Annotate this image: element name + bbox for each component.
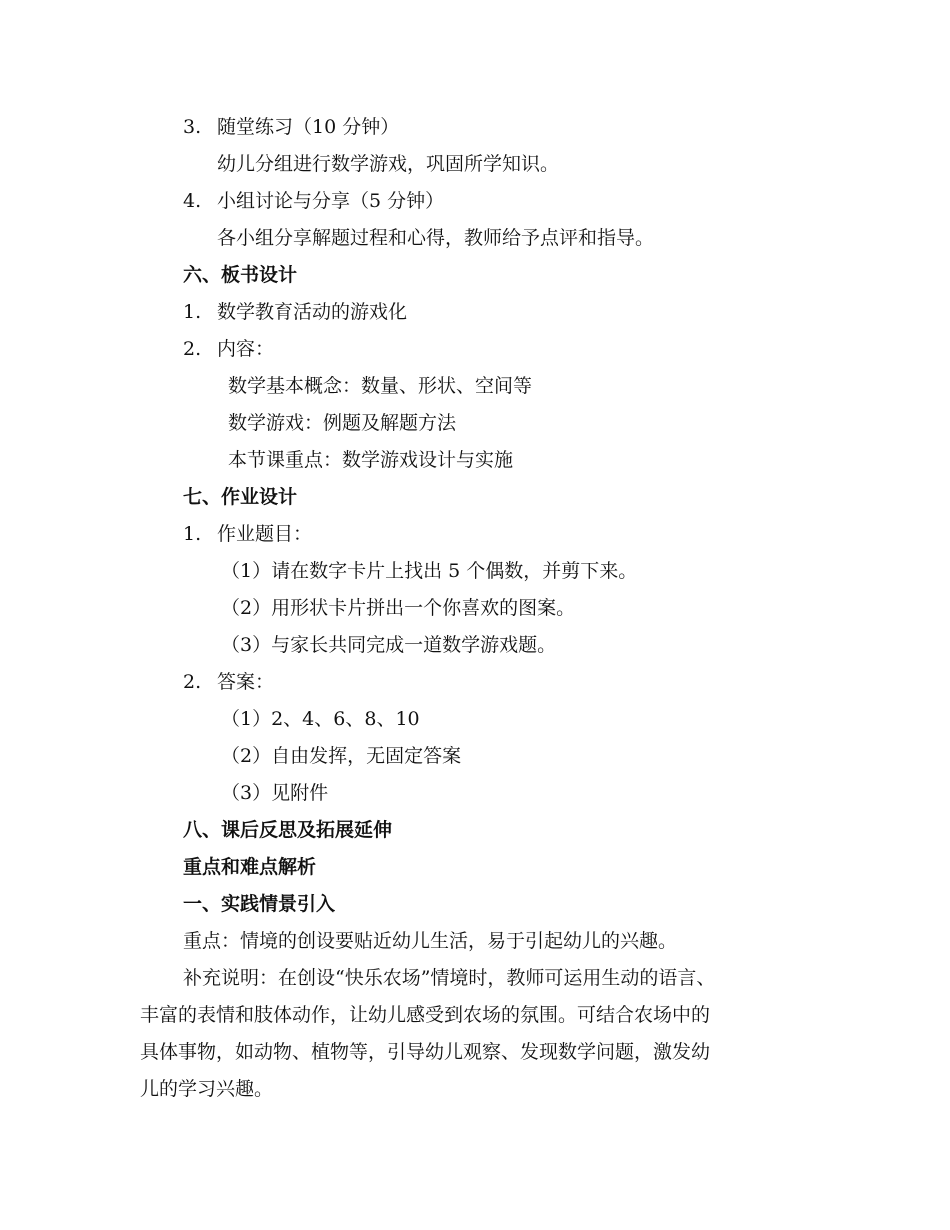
section-heading: 六、板书设计 (183, 264, 298, 286)
answer-line: （2）自由发挥，无固定答案 (221, 745, 462, 767)
list-number: 4. (183, 190, 202, 212)
list-item-1 (183, 521, 312, 547)
question-line: （3）与家长共同完成一道数学游戏题。 (221, 634, 557, 656)
list-item-text: 答案： (217, 671, 275, 693)
list-item-description: 各小组分享解题过程和心得，教师给予点评和指导。 (217, 227, 655, 249)
content-line: 数学游戏：例题及解题方法 (228, 412, 457, 434)
section-heading: 七、作业设计 (183, 486, 298, 508)
analysis-heading: 重点和难点解析 (183, 856, 317, 878)
section-heading: 八、课后反思及拓展延伸 (183, 819, 393, 841)
list-number: 2. (183, 671, 202, 693)
question-line: （1）请在数字卡片上找出 5 个偶数，并剪下来。 (221, 560, 638, 582)
list-item-title: 小组讨论与分享（5 分钟） (217, 190, 445, 212)
list-item-2 (183, 336, 274, 362)
list-item-text: 作业题目： (217, 523, 313, 545)
supplement-line: 丰富的表情和肢体动作，让幼儿感受到农场的氛围。可结合农场中的 (140, 1004, 711, 1026)
supplement-line: 补充说明：在创设“快乐农场”情境时，教师可运用生动的语言、 (183, 967, 716, 989)
key-point-paragraph: 重点：情境的创设要贴近幼儿生活，易于引起幼儿的兴趣。 (183, 930, 678, 952)
list-item-3 (183, 114, 399, 140)
list-item-2 (183, 669, 274, 695)
supplement-line: 具体事物，如动物、植物等，引导幼儿观察、发现数学问题，激发幼 (140, 1041, 711, 1063)
list-item-1 (183, 299, 407, 325)
list-number: 2. (183, 338, 202, 360)
list-number: 3. (183, 116, 202, 138)
list-number: 1. (183, 301, 202, 323)
answer-line: （1）2、4、6、8、10 (221, 708, 420, 730)
question-line: （2）用形状卡片拼出一个你喜欢的图案。 (221, 597, 576, 619)
list-item-description: 幼儿分组进行数学游戏，巩固所学知识。 (217, 153, 560, 175)
list-number: 1. (183, 523, 202, 545)
supplement-line: 儿的学习兴趣。 (140, 1078, 274, 1100)
content-line: 本节课重点：数学游戏设计与实施 (228, 449, 514, 471)
subsection-heading: 一、实践情景引入 (183, 893, 336, 915)
list-item-text: 内容： (217, 338, 275, 360)
list-item-text: 数学教育活动的游戏化 (217, 301, 408, 323)
list-item-4 (183, 188, 444, 214)
list-item-title: 随堂练习（10 分钟） (217, 116, 400, 138)
answer-line: （3）见附件 (221, 782, 329, 804)
content-line: 数学基本概念：数量、形状、空间等 (228, 375, 533, 397)
